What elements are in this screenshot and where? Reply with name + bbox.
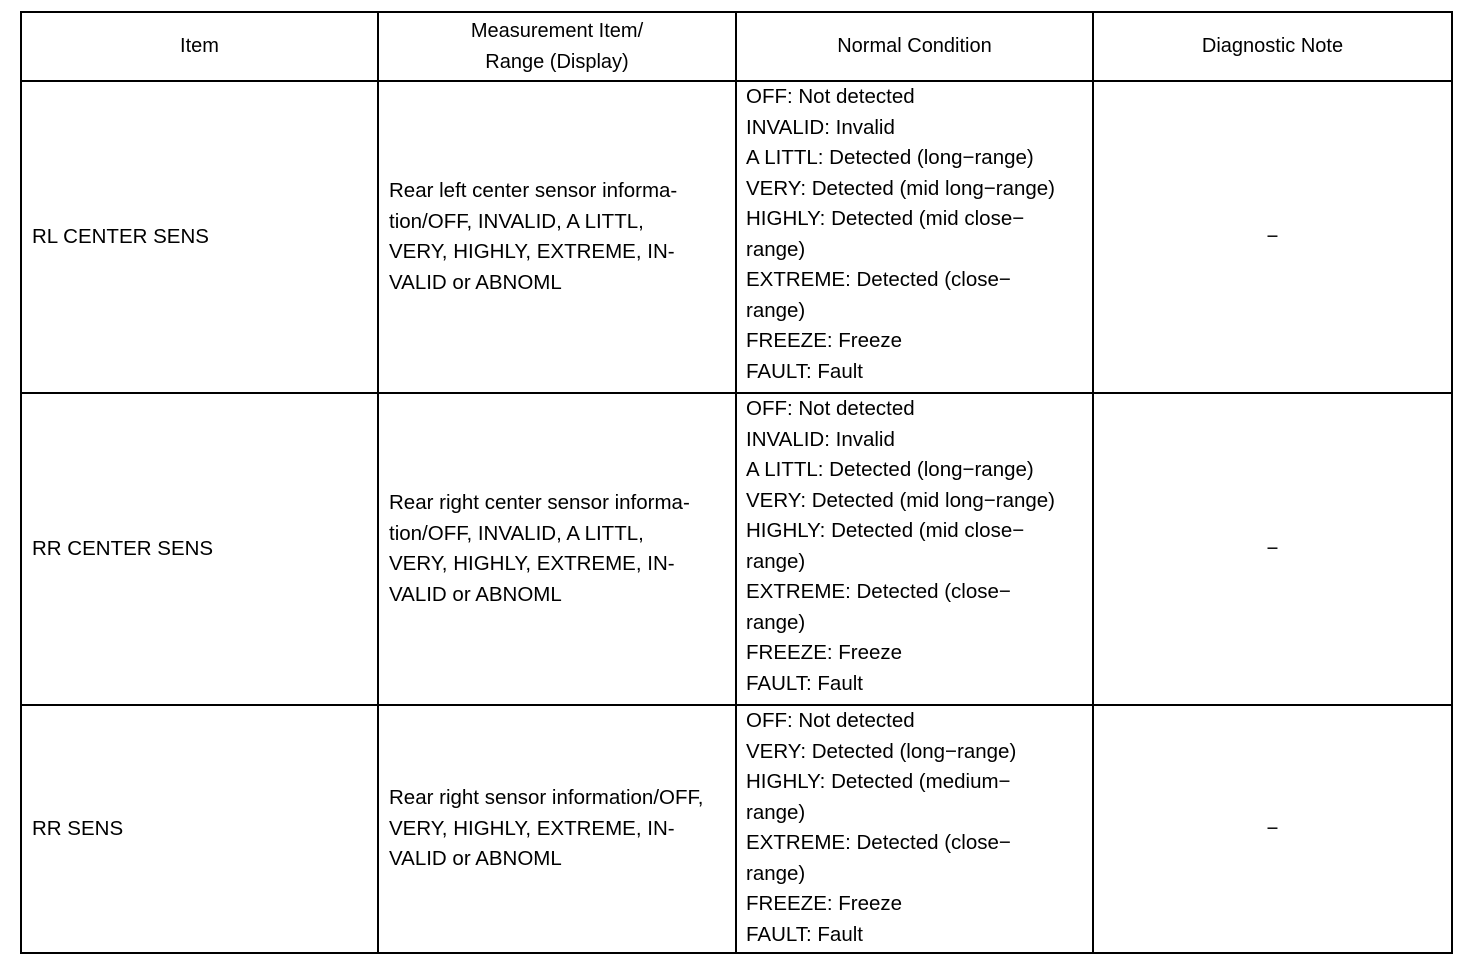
range-line: Rear right center sensor informa-: [389, 491, 690, 514]
header-measurement-line1: Measurement Item/: [470, 19, 644, 42]
range-line: VERY, HIGHLY, EXTREME, IN-: [389, 816, 675, 840]
cell-item: RR SENS: [21, 705, 378, 953]
cell-diagnostic-note: −: [1093, 705, 1452, 953]
table-header-row: [21, 12, 1452, 81]
normal-line: FAULT: Fault: [746, 671, 863, 695]
header-measurement-item: [378, 12, 736, 81]
normal-line: VERY: Detected (long−range): [746, 739, 1017, 763]
cell-normal-condition: [736, 705, 1093, 953]
range-line: VALID or ABNOML: [389, 582, 562, 606]
range-line: VALID or ABNOML: [389, 847, 562, 871]
normal-line: EXTREME: Detected (close−: [746, 831, 1011, 854]
diagnostic-data-table: [20, 11, 1453, 954]
cell-normal-condition: [736, 81, 1093, 393]
range-line: Rear left center sensor informa-: [389, 179, 678, 202]
cell-item: RL CENTER SENS: [21, 81, 378, 393]
table-row: [21, 81, 1452, 393]
normal-line: EXTREME: Detected (close−: [746, 268, 1011, 291]
cell-diagnostic-note: −: [1093, 81, 1452, 393]
normal-line: FAULT: Fault: [746, 922, 863, 946]
normal-line: HIGHLY: Detected (medium−: [746, 770, 1011, 793]
range-line: VALID or ABNOML: [389, 270, 562, 294]
range-line: VERY, HIGHLY, EXTREME, IN-: [389, 552, 675, 575]
normal-line: INVALID: Invalid: [746, 115, 895, 139]
normal-line: A LITTL: Detected (long−range): [746, 146, 1034, 169]
normal-line: range): [746, 298, 806, 322]
normal-line: range): [746, 237, 806, 261]
normal-line: HIGHLY: Detected (mid close−: [746, 207, 1025, 230]
cell-range: [378, 81, 736, 393]
header-item: Item: [21, 12, 378, 81]
normal-line: OFF: Not detected: [746, 709, 915, 732]
header-normal-condition: Normal Condition: [736, 12, 1093, 81]
normal-line: HIGHLY: Detected (mid close−: [746, 519, 1025, 542]
header-diagnostic-note: Diagnostic Note: [1093, 12, 1452, 81]
range-line: VERY, HIGHLY, EXTREME, IN-: [389, 240, 675, 263]
normal-line: range): [746, 800, 806, 824]
normal-line: FAULT: Fault: [746, 359, 863, 383]
range-line: tion/OFF, INVALID, A LITTL,: [389, 521, 644, 545]
normal-line: OFF: Not detected: [746, 397, 915, 420]
normal-line: OFF: Not detected: [746, 85, 915, 108]
cell-normal-condition: [736, 393, 1093, 705]
normal-line: INVALID: Invalid: [746, 427, 895, 451]
normal-line: range): [746, 610, 806, 634]
cell-range: [378, 393, 736, 705]
range-line: tion/OFF, INVALID, A LITTL,: [389, 209, 644, 233]
normal-line: VERY: Detected (mid long−range): [746, 176, 1056, 200]
range-line: Rear right sensor information/OFF,: [389, 786, 704, 810]
table-row: [21, 705, 1452, 953]
normal-line: A LITTL: Detected (long−range): [746, 458, 1034, 481]
header-measurement-line2: Range (Display): [485, 50, 629, 73]
cell-diagnostic-note: −: [1093, 393, 1452, 705]
cell-range: [378, 705, 736, 953]
normal-line: range): [746, 861, 806, 885]
normal-line: range): [746, 549, 806, 573]
normal-line: FREEZE: Freeze: [746, 892, 903, 915]
normal-line: EXTREME: Detected (close−: [746, 580, 1011, 603]
normal-line: VERY: Detected (mid long−range): [746, 488, 1056, 512]
cell-item: RR CENTER SENS: [21, 393, 378, 705]
table-row: [21, 393, 1452, 705]
normal-line: FREEZE: Freeze: [746, 329, 903, 352]
normal-line: FREEZE: Freeze: [746, 641, 903, 664]
